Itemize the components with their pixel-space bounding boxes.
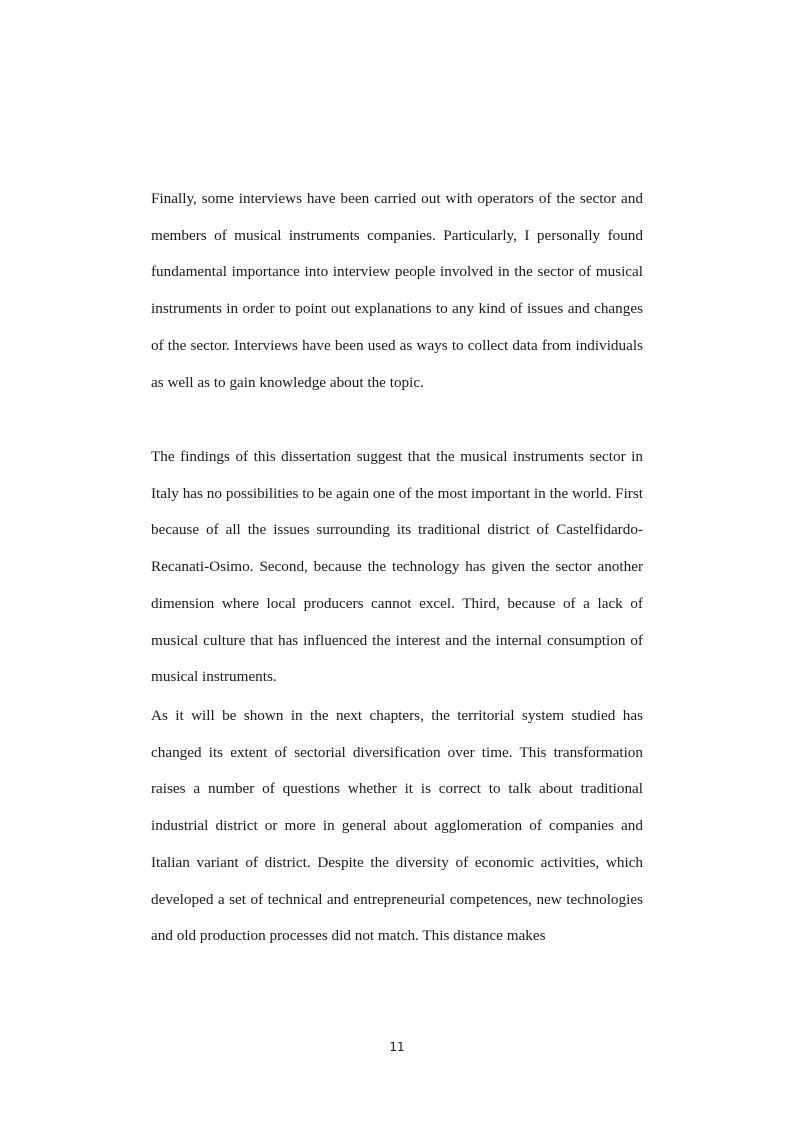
page-number: 11 (389, 1040, 405, 1054)
paragraph-interviews: Finally, some interviews have been carried out with operators of the sector and members of musical instruments companies. Particularly, I personally found fundamental importance into interview people involved in the sector of musical instruments in order to point out explanations to any kind of issues and changes of the sector. Interviews have been used as ways to collect data from individuals as well as to gain knowledge about the topic. (151, 190, 643, 391)
paragraph-territorial-system: As it will be shown in the next chapters, the territorial system studied has changed its extent of sectorial diversification over time. This transformation raises a number of questions whether it is correct to talk about traditional industrial district or more in general about agglomeration of companies and Italian variant of district. Despite the diversity of economic activities, which developed a set of technical and entrepreneurial competences, new technologies and old production processes did not match. This distance makes (151, 707, 643, 945)
paragraph-findings: The findings of this dissertation suggest that the musical instruments sector in Italy has no possibilities to be again one of the most important in the world. First because of all the issues surrounding its traditional district of Castelfidardo-Recanati-Osimo. Second, because the technology has given the sector another dimension where local producers cannot excel. Third, because of a lack of musical culture that has influenced the interest and the internal consumption of musical instruments. (151, 448, 643, 686)
